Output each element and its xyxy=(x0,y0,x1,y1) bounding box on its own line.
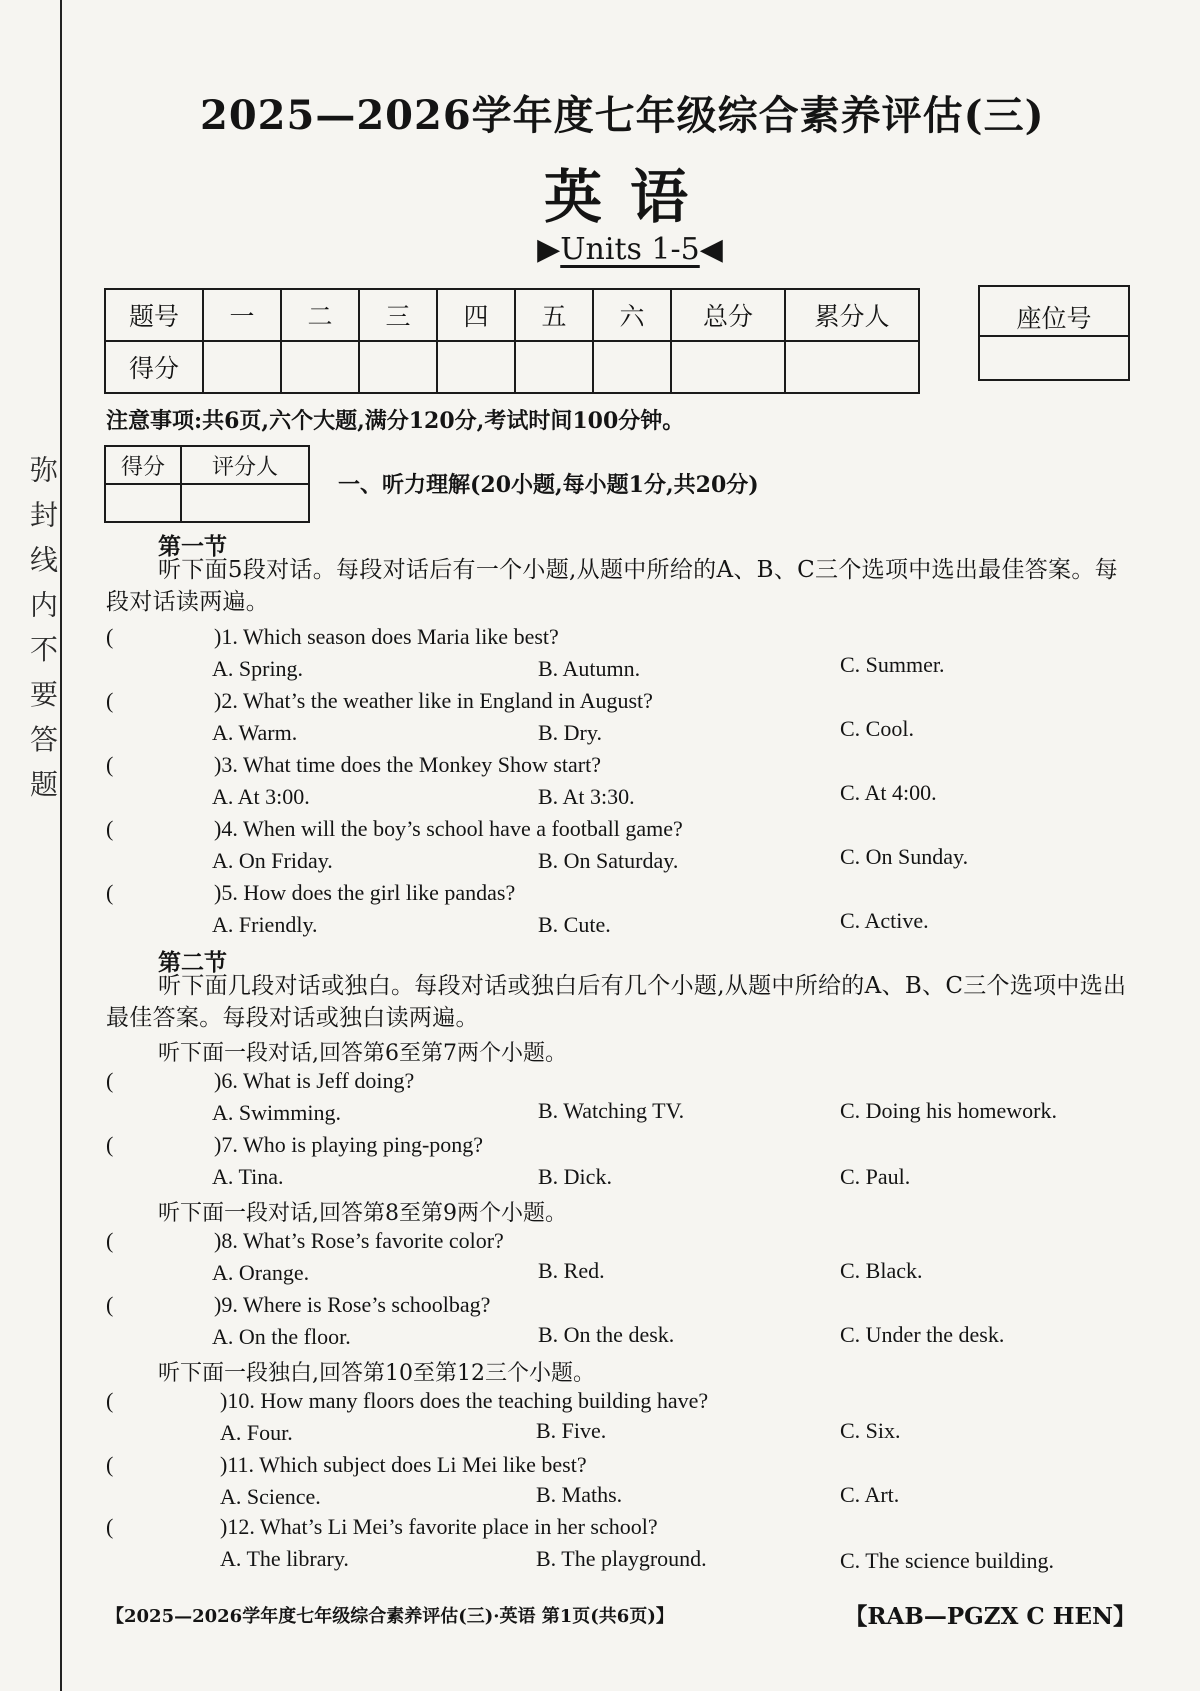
score-header-cell: 四 xyxy=(437,289,515,341)
answer-blank[interactable]: ( xyxy=(106,1292,114,1317)
score-input-cell[interactable] xyxy=(437,341,515,393)
score-row-label: 得分 xyxy=(105,341,203,393)
answer-blank[interactable]: ( xyxy=(106,816,114,841)
question-number: 11 xyxy=(227,1452,249,1477)
option-a: A. On the floor. xyxy=(212,1324,351,1349)
score-input-cell[interactable] xyxy=(515,341,593,393)
question: ( )10. How many floors does the teaching building have? xyxy=(106,1388,709,1413)
question: ( )7. Who is playing ping-pong? xyxy=(106,1132,484,1157)
option-b: B. On Saturday. xyxy=(538,848,679,873)
option-a: A. Orange. xyxy=(212,1260,310,1285)
score-table-score-row xyxy=(105,341,919,393)
option-b: B. At 3:30. xyxy=(538,784,635,809)
score-input-cell[interactable] xyxy=(359,341,437,393)
answer-blank[interactable]: ( xyxy=(106,1388,114,1413)
triangle-right-icon: ▶ xyxy=(537,232,561,267)
question-number: 4 xyxy=(221,816,233,841)
footer-left: 【2025—2026学年度七年级综合素养评估(三)·英语 第1页(共6页)】 xyxy=(106,1606,674,1627)
question-number: 2 xyxy=(221,688,233,713)
question: ( )6. What is Jeff doing? xyxy=(106,1068,415,1093)
option-b: B. Watching TV. xyxy=(538,1098,685,1123)
question-number: 12 xyxy=(227,1514,250,1539)
grader-score-field[interactable] xyxy=(105,484,181,522)
option-b: B. Cute. xyxy=(538,912,611,937)
answer-blank[interactable]: ( xyxy=(106,1132,114,1157)
option-b: B. Red. xyxy=(538,1258,605,1283)
option-c: C. Art. xyxy=(840,1482,900,1507)
option-b: B. On the desk. xyxy=(538,1322,675,1347)
question-text: Where is Rose’s schoolbag? xyxy=(242,1292,491,1317)
option-b: B. The playground. xyxy=(536,1546,707,1571)
question: ( )11. Which subject does Li Mei like best? xyxy=(106,1452,587,1477)
option-a: A. Swimming. xyxy=(212,1100,341,1125)
exam-notice: 注意事项:共6页,六个大题,满分120分,考试时间100分钟。 xyxy=(106,408,685,434)
answer-blank[interactable]: ( xyxy=(106,880,114,905)
answer-blank[interactable]: ( xyxy=(106,624,114,649)
score-header-cell: 三 xyxy=(359,289,437,341)
triangle-left-icon: ◀ xyxy=(699,232,723,267)
seat-number-box xyxy=(978,285,1130,381)
option-a: A. Friendly. xyxy=(212,912,318,937)
question-text: What is Jeff doing? xyxy=(242,1068,415,1093)
section-one-instruction: 听下面5段对话。每段对话后有一个小题,从题中所给的A、B、C三个选项中选出最佳答案。每段对话读两遍。 xyxy=(106,557,1118,615)
score-input-cell[interactable] xyxy=(785,341,919,393)
option-a: A. On Friday. xyxy=(212,848,333,873)
option-c: C. Black. xyxy=(840,1258,923,1283)
option-a: A. Spring. xyxy=(212,656,304,681)
option-a: A. Tina. xyxy=(212,1164,284,1189)
option-a: A. Science. xyxy=(220,1484,321,1509)
question-text: Which season does Maria like best? xyxy=(242,624,559,649)
option-a: A. Warm. xyxy=(212,720,298,745)
score-header-cell: 一 xyxy=(203,289,281,341)
option-c: C. Summer. xyxy=(840,652,945,677)
question-text: Who is playing ping-pong? xyxy=(242,1132,484,1157)
option-c: C. The science building. xyxy=(840,1548,1055,1573)
option-c: C. Paul. xyxy=(840,1164,911,1189)
option-c: C. Under the desk. xyxy=(840,1322,1005,1347)
section-two-title: 第二节 xyxy=(158,949,227,976)
question-text: What time does the Monkey Show start? xyxy=(242,752,601,777)
section-two-instruction: 听下面几段对话或独白。每段对话或独白后有几个小题,从题中所给的A、B、C三个选项中选出最佳答案。每段对话或独白读两遍。 xyxy=(106,973,1127,1031)
score-input-cell[interactable] xyxy=(593,341,671,393)
lead-questions-6-7: 听下面一段对话,回答第6至第7两个小题。 xyxy=(158,1041,567,1066)
score-header-cell: 二 xyxy=(281,289,359,341)
footer-code: 【RAB—PGZX C HEN】 xyxy=(844,1603,1136,1630)
score-input-cell[interactable] xyxy=(281,341,359,393)
question-number: 3 xyxy=(221,752,233,777)
question: ( )9. Where is Rose’s schoolbag? xyxy=(106,1292,491,1317)
question-text: Which subject does Li Mei like best? xyxy=(259,1452,587,1477)
question: ( )3. What time does the Monkey Show start? xyxy=(106,752,601,777)
question-text: When will the boy’s school have a football game? xyxy=(242,816,683,841)
answer-blank[interactable]: ( xyxy=(106,752,114,777)
option-b: B. Five. xyxy=(536,1418,607,1443)
score-header-cell: 六 xyxy=(593,289,671,341)
lead-questions-10-12: 听下面一段独白,回答第10至第12三个小题。 xyxy=(158,1361,595,1386)
answer-blank[interactable]: ( xyxy=(106,688,114,713)
option-c: C. On Sunday. xyxy=(840,844,969,869)
score-header-cell: 题号 xyxy=(105,289,203,341)
option-a: A. Four. xyxy=(220,1420,293,1445)
option-a: A. The library. xyxy=(220,1546,349,1571)
grader-label: 评分人 xyxy=(181,446,309,484)
part-one-title: 一、听力理解(20小题,每小题1分,共20分) xyxy=(338,472,759,498)
option-b: B. Dry. xyxy=(538,720,602,745)
section-one-title: 第一节 xyxy=(158,533,227,560)
question: ( )8. What’s Rose’s favorite color? xyxy=(106,1228,504,1253)
exam-title: 2025—2026学年度七年级综合素养评估(三) xyxy=(200,92,1045,139)
option-b: B. Autumn. xyxy=(538,656,641,681)
option-c: C. Six. xyxy=(840,1418,901,1443)
score-input-cell[interactable] xyxy=(671,341,785,393)
grader-score-label: 得分 xyxy=(105,446,181,484)
score-header-cell: 累分人 xyxy=(785,289,919,341)
units-text: Units 1-5 xyxy=(560,232,700,267)
question-text: How does the girl like pandas? xyxy=(243,880,516,905)
option-c: C. Cool. xyxy=(840,716,914,741)
answer-blank[interactable]: ( xyxy=(106,1068,114,1093)
question-number: 5 xyxy=(221,880,233,905)
binding-margin-text: 弥 封 线 内 不 要 答 题 xyxy=(26,455,59,802)
option-c: C. Doing his homework. xyxy=(840,1098,1057,1123)
lead-questions-8-9: 听下面一段对话,回答第8至第9两个小题。 xyxy=(158,1201,567,1226)
question-number: 6 xyxy=(221,1068,233,1093)
question-number: 9 xyxy=(221,1292,233,1317)
question-text: What’s Li Mei’s favorite place in her school? xyxy=(259,1514,658,1539)
option-a: A. At 3:00. xyxy=(212,784,310,809)
question: ( )12. What’s Li Mei’s favorite place in her school? xyxy=(106,1514,658,1539)
answer-blank[interactable]: ( xyxy=(106,1228,114,1253)
question: ( )1. Which season does Maria like best? xyxy=(106,624,559,649)
score-table-header-row xyxy=(105,289,919,341)
question: ( )5. How does the girl like pandas? xyxy=(106,880,516,905)
binding-margin-rule xyxy=(60,0,62,1691)
subject-title: 英语 xyxy=(543,163,716,231)
question: ( )4. When will the boy’s school have a football game? xyxy=(106,816,683,841)
question-number: 10 xyxy=(227,1388,250,1413)
grader-table xyxy=(104,445,310,523)
option-b: B. Maths. xyxy=(536,1482,623,1507)
question-number: 8 xyxy=(221,1228,233,1253)
question-text: How many floors does the teaching building have? xyxy=(260,1388,709,1413)
score-input-cell[interactable] xyxy=(203,341,281,393)
option-c: C. At 4:00. xyxy=(840,780,937,805)
question: ( )2. What’s the weather like in England in August? xyxy=(106,688,653,713)
option-c: C. Active. xyxy=(840,908,929,933)
seat-number-label: 座位号 xyxy=(1016,304,1092,333)
score-table xyxy=(104,288,920,394)
question-text: What’s Rose’s favorite color? xyxy=(242,1228,504,1253)
units-label xyxy=(515,232,745,267)
score-header-cell: 五 xyxy=(515,289,593,341)
question-number: 7 xyxy=(221,1132,233,1157)
question-text: What’s the weather like in England in August? xyxy=(242,688,653,713)
answer-blank[interactable]: ( xyxy=(106,1514,114,1539)
question-number: 1 xyxy=(221,624,233,649)
grader-name-field[interactable] xyxy=(181,484,309,522)
score-header-cell: 总分 xyxy=(671,289,785,341)
seat-number-field[interactable] xyxy=(980,335,1128,337)
answer-blank[interactable]: ( xyxy=(106,1452,114,1477)
option-b: B. Dick. xyxy=(538,1164,612,1189)
page-footer xyxy=(106,1602,1136,1628)
